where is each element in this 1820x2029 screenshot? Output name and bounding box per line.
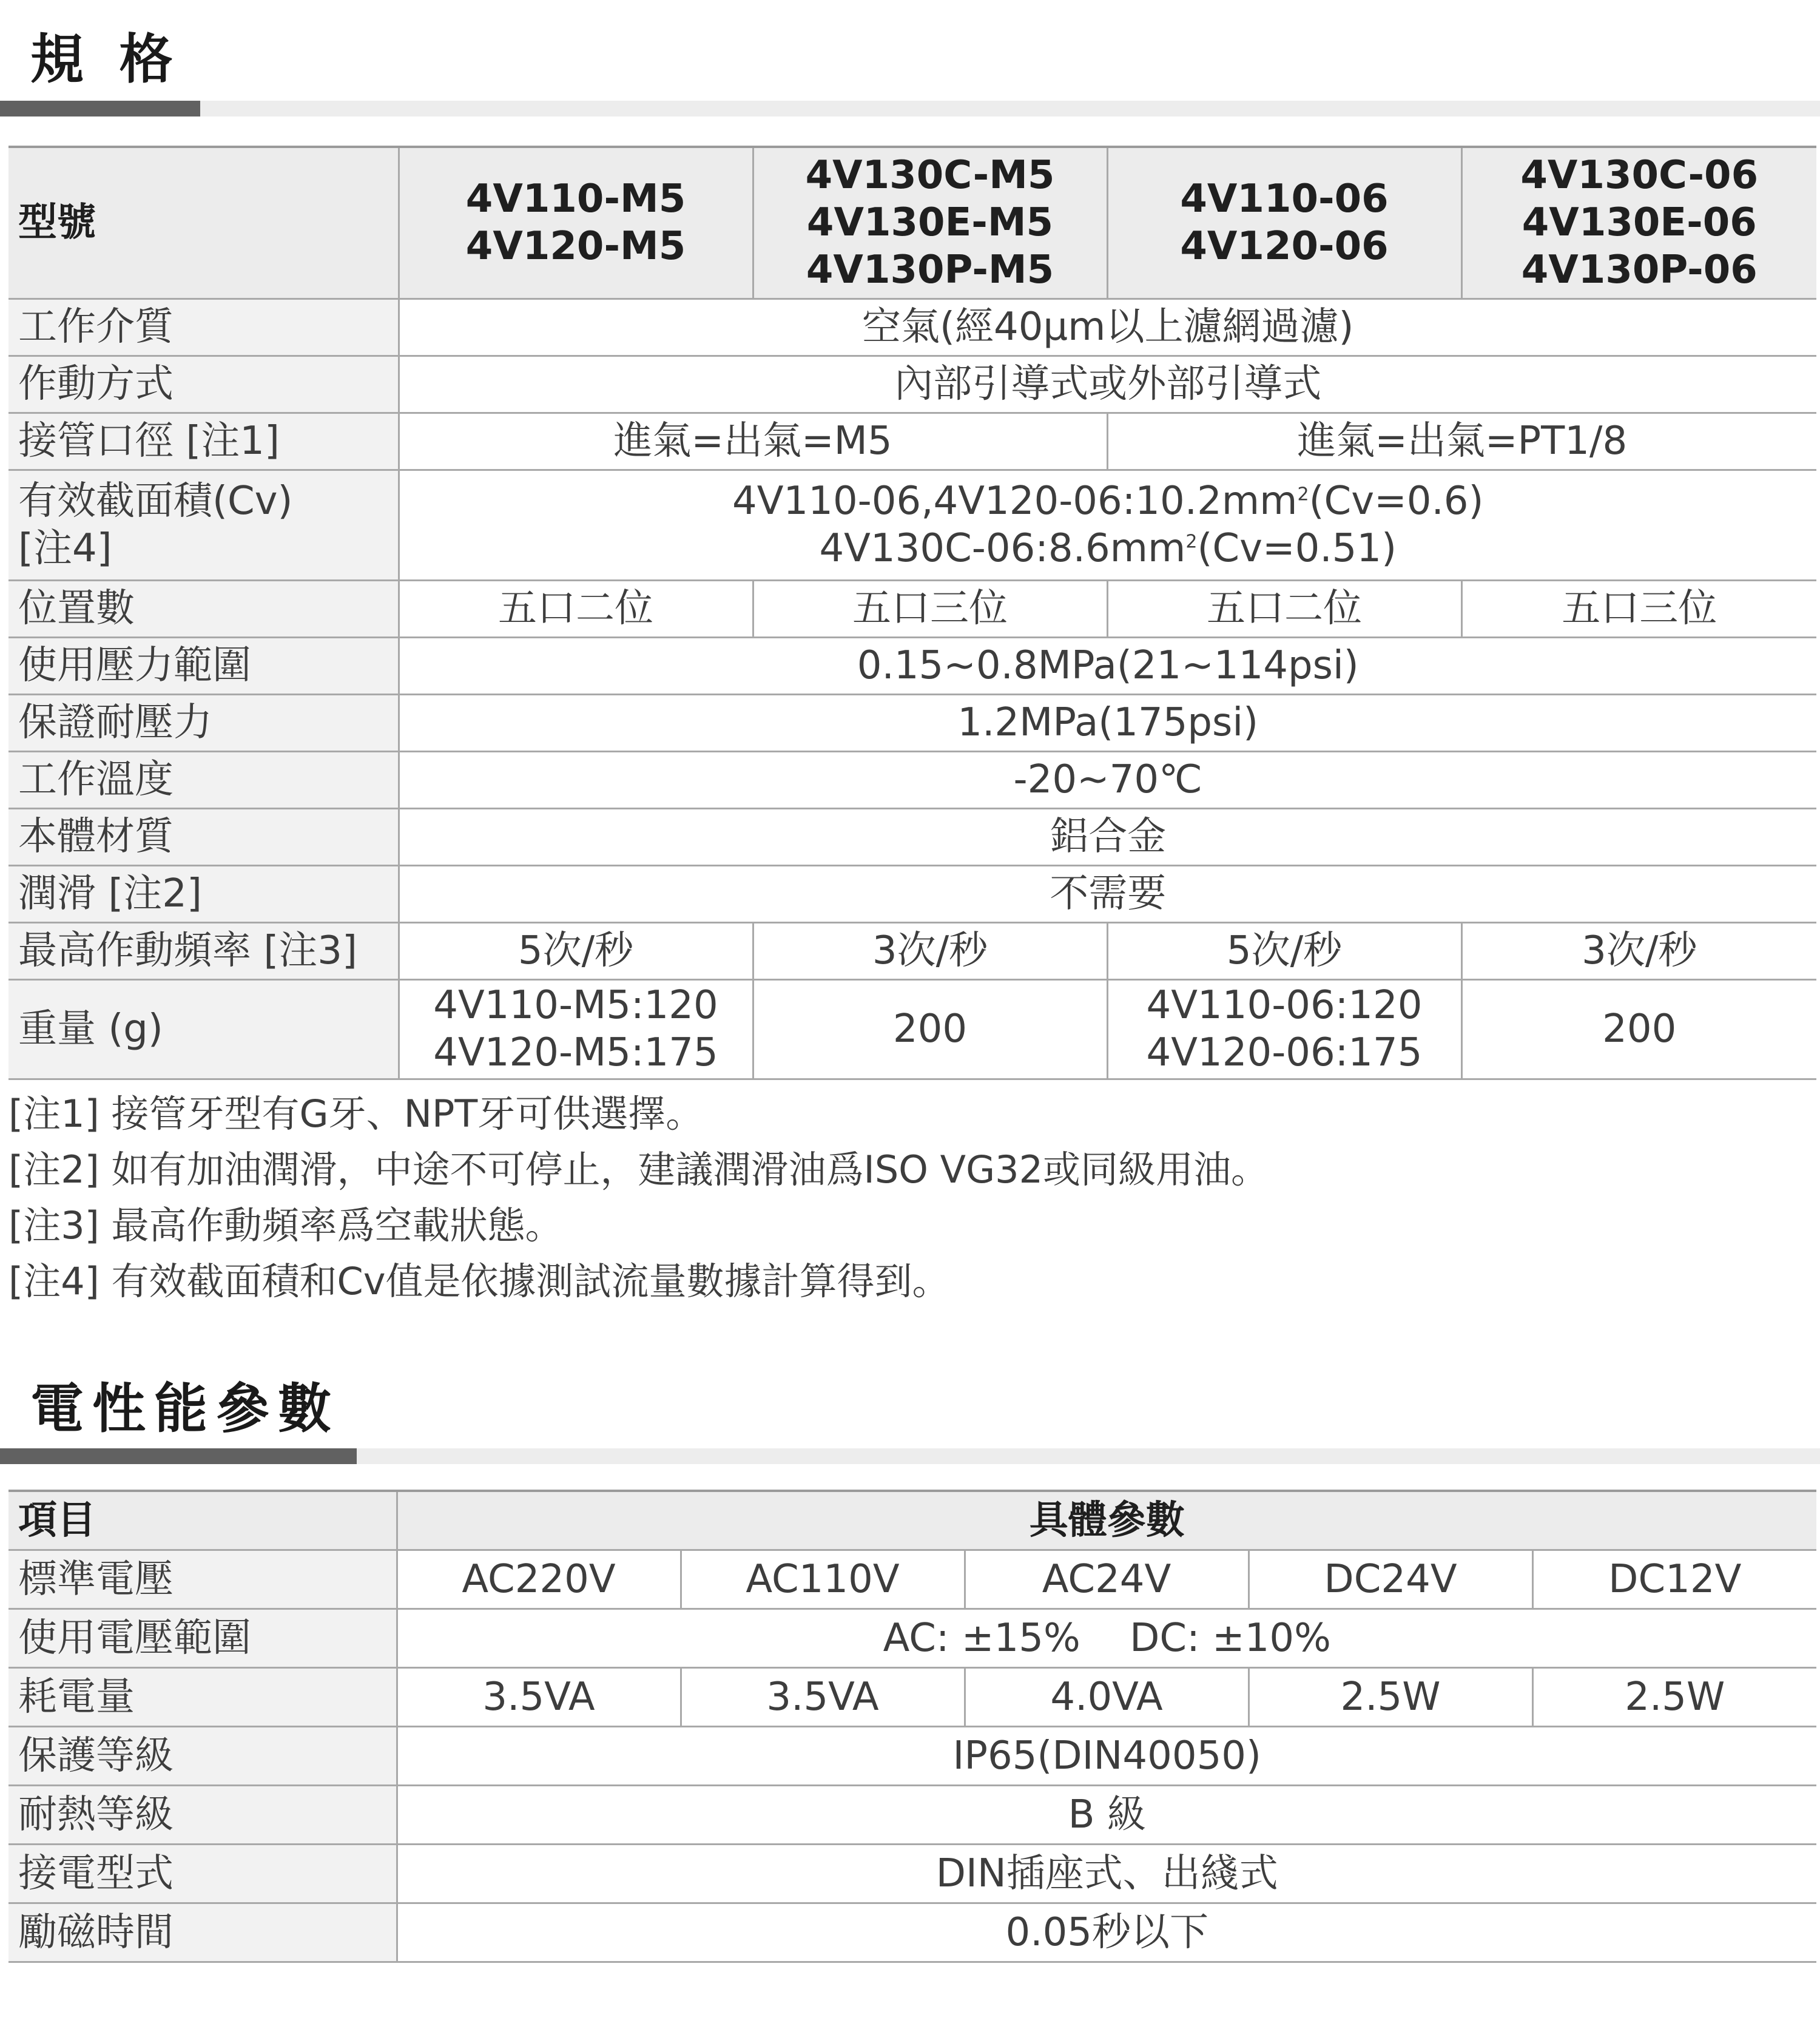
table-row: [8, 637, 1816, 694]
port-value-pt: 進氣=出氣=PT1/8: [1107, 413, 1816, 470]
power-value: 3.5VA: [397, 1667, 681, 1726]
model-group-3: 4V110-06 4V120-06: [1107, 147, 1461, 299]
weight-value: 200: [1461, 979, 1816, 1079]
row-label-lubrication: 潤滑 [注2]: [8, 865, 399, 922]
row-label-power: 耗電量: [8, 1667, 397, 1726]
row-label-material: 本體材質: [8, 808, 399, 865]
connection-value: DIN插座式、出綫式: [397, 1844, 1816, 1903]
power-value: 3.5VA: [681, 1667, 965, 1726]
table-row: [8, 580, 1816, 637]
frequency-value: 5次/秒: [1107, 922, 1461, 979]
frequency-value: 3次/秒: [753, 922, 1107, 979]
model-group-1: 4V110-M5 4V120-M5: [399, 147, 753, 299]
row-label-frequency: 最高作動頻率 [注3]: [8, 922, 399, 979]
table-row: [8, 979, 1816, 1079]
positions-value: 五口三位: [1461, 580, 1816, 637]
row-label-voltage: 標準電壓: [8, 1550, 397, 1609]
table-row: [8, 470, 1816, 580]
table-row: [8, 413, 1816, 470]
row-label-weight: 重量 (g): [8, 979, 399, 1079]
row-label-insulation: 耐熱等級: [8, 1785, 397, 1844]
power-value: 2.5W: [1249, 1667, 1532, 1726]
row-label-medium: 工作介質: [8, 299, 399, 356]
table-row: [8, 1785, 1816, 1844]
electrical-section-title: 電性能參數: [30, 1377, 340, 1440]
excitation-value: 0.05秒以下: [397, 1903, 1816, 1962]
model-label: 型號: [8, 147, 399, 299]
spec-title-underline: [0, 101, 1820, 116]
electrical-table: [8, 1490, 1816, 1963]
table-row: [8, 356, 1816, 413]
row-label-pressure: 使用壓力範圍: [8, 637, 399, 694]
port-value-m5: 進氣=出氣=M5: [399, 413, 1107, 470]
spec-section-title: 規 格: [30, 28, 181, 90]
material-value: 鋁合金: [399, 808, 1816, 865]
voltage-value: DC24V: [1249, 1550, 1532, 1609]
item-label: 項目: [8, 1491, 397, 1550]
protection-value: IP65(DIN40050): [397, 1726, 1816, 1785]
note-2: [注2] 如有加油潤滑，中途不可停止，建議潤滑油爲ISO VG32或同級用油。: [8, 1147, 1269, 1192]
voltage-value: DC12V: [1532, 1550, 1816, 1609]
table-row: [8, 922, 1816, 979]
note-3: [注3] 最高作動頻率爲空載狀態。: [8, 1203, 563, 1247]
row-label-proof: 保證耐壓力: [8, 694, 399, 751]
row-label-actuation: 作動方式: [8, 356, 399, 413]
note-4: [注4] 有效截面積和Cv值是依據測試流量數據計算得到。: [8, 1259, 950, 1303]
positions-value: 五口二位: [399, 580, 753, 637]
electrical-header-row: [8, 1491, 1816, 1550]
table-row: [8, 1667, 1816, 1726]
table-row: [8, 865, 1816, 922]
electrical-section-header: [0, 1347, 1820, 1468]
cv-value: $4V110-06,4V120-06:10.2mm^2(Cv=0.6)$ $4V130C-06:8.6mm^2(Cv=0.51)$: [399, 470, 1816, 580]
frequency-value: 5次/秒: [399, 922, 753, 979]
row-label-connection: 接電型式: [8, 1844, 397, 1903]
spec-header-row: [8, 147, 1816, 299]
positions-value: 五口三位: [753, 580, 1107, 637]
row-label-excitation: 勵磁時間: [8, 1903, 397, 1962]
table-row: [8, 694, 1816, 751]
row-label-cv: 有效截面積(Cv) [注4]: [8, 470, 399, 580]
voltage-value: AC220V: [397, 1550, 681, 1609]
power-value: 4.0VA: [965, 1667, 1249, 1726]
electrical-title-accent-bar: [0, 1448, 357, 1464]
voltage-value: AC110V: [681, 1550, 965, 1609]
spec-title-accent-bar: [0, 101, 200, 116]
actuation-value: 內部引導式或外部引導式: [399, 356, 1816, 413]
row-label-range: 使用電壓範圍: [8, 1609, 397, 1667]
spec-notes: [8, 1086, 1804, 1309]
note-1: [注1] 接管牙型有G牙、NPT牙可供選擇。: [8, 1092, 704, 1136]
weight-value: 4V110-06:120 4V120-06:175: [1107, 979, 1461, 1079]
params-header: 具體參數: [397, 1491, 1816, 1550]
table-row: [8, 808, 1816, 865]
table-row: [8, 1726, 1816, 1785]
table-row: [8, 299, 1816, 356]
positions-value: 五口二位: [1107, 580, 1461, 637]
table-row: [8, 1903, 1816, 1962]
voltage-value: AC24V: [965, 1550, 1249, 1609]
row-label-temperature: 工作溫度: [8, 751, 399, 808]
weight-value: 4V110-M5:120 4V120-M5:175: [399, 979, 753, 1079]
insulation-value: B 級: [397, 1785, 1816, 1844]
row-label-port: 接管口徑 [注1]: [8, 413, 399, 470]
medium-value: 空氣(經40μm以上濾網過濾): [399, 299, 1816, 356]
spec-table: [8, 146, 1816, 1080]
table-row: [8, 751, 1816, 808]
table-row: [8, 1844, 1816, 1903]
table-row: [8, 1550, 1816, 1609]
model-group-4: 4V130C-06 4V130E-06 4V130P-06: [1461, 147, 1816, 299]
power-value: 2.5W: [1532, 1667, 1816, 1726]
pressure-value: 0.15~0.8MPa(21~114psi): [399, 637, 1816, 694]
range-value: AC: ±15% DC: ±10%: [397, 1609, 1816, 1667]
proof-value: 1.2MPa(175psi): [399, 694, 1816, 751]
row-label-positions: 位置數: [8, 580, 399, 637]
model-group-2: 4V130C-M5 4V130E-M5 4V130P-M5: [753, 147, 1107, 299]
weight-value: 200: [753, 979, 1107, 1079]
temperature-value: -20~70℃: [399, 751, 1816, 808]
row-label-protection: 保護等級: [8, 1726, 397, 1785]
spec-section-header: [0, 0, 1820, 121]
lubrication-value: 不需要: [399, 865, 1816, 922]
table-row: [8, 1609, 1816, 1667]
frequency-value: 3次/秒: [1461, 922, 1816, 979]
